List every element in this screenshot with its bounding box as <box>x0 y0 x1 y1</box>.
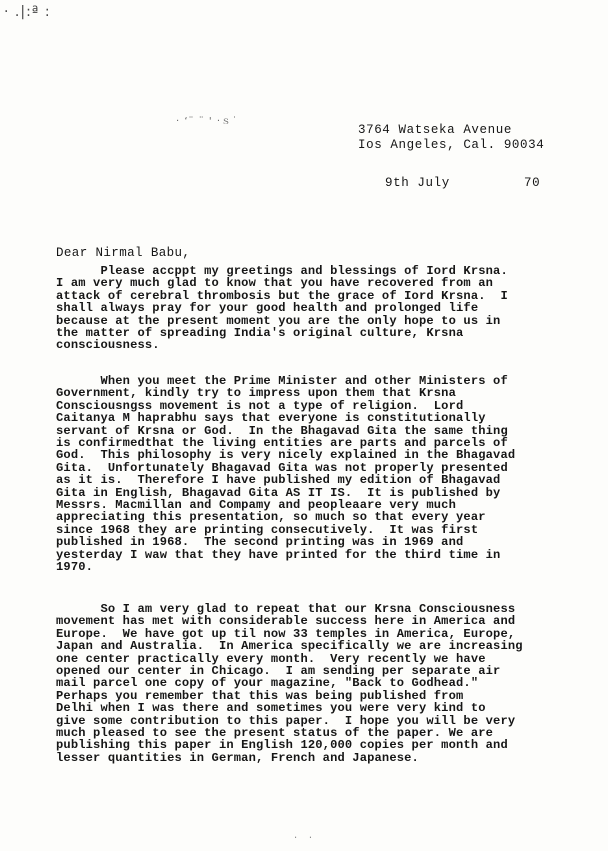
text-line: So I am very glad to repeat that our Krsna Consciousness <box>56 602 516 616</box>
text-line: mail parcel one copy of your magazine, "Back to Godhead." <box>56 676 479 691</box>
text-line: Government, kindly try to impress upon them that Krsna <box>56 386 457 401</box>
text-line: God. This philosophy is very nicely explained in the Bhagavad <box>56 448 516 463</box>
text-line: since 1968 they are printing consecutively. It was first <box>56 522 479 537</box>
faint-stamp: · ‘¨ ¨ ' ·ｓ˙ <box>176 116 238 127</box>
text-line: yesterday I waw that they have printed for the third time in <box>56 547 501 562</box>
paragraph-greetings <box>56 265 508 352</box>
paragraph-success <box>56 603 523 764</box>
text-line: the matter of spreading India's original culture, Krsna <box>56 326 464 341</box>
text-line: Delhi when I was there and sometimes you were very kind to <box>56 701 486 716</box>
scan-marks: · · <box>292 833 316 843</box>
text-line: Gita in English, Bhagavad Gita AS IT IS. It is published by <box>56 485 501 500</box>
text-line: appreciating this presentation, so much so that every year <box>56 510 486 525</box>
text-line: attack of cerebral thrombosis but the grace of Iord Krsna. I <box>56 288 508 303</box>
text-line: servant of Krsna or God. In the Bhagavad Gita the same thing <box>56 423 508 438</box>
text-line: Europe. We have got up til now 33 temples in America, Europe, <box>56 626 516 641</box>
text-line: opened our center in Chicago. I am sending per separate air <box>56 664 501 679</box>
text-line: consciousness. <box>56 338 160 353</box>
text-line: much pleased to see the present status of the paper. We are <box>56 726 494 741</box>
sender-address <box>358 123 544 153</box>
address-line-2: Ios Angeles, Cal. 90034 <box>358 138 545 152</box>
text-line: publishing this paper in English 120,000 copies per month and <box>56 738 508 753</box>
text-line: as it is. Therefore I have published my edition of Bhagavad <box>56 473 501 488</box>
text-line: one center practically every month. Very recently we have <box>56 651 486 666</box>
text-line: movement has met with considerable success here in America and <box>56 614 516 629</box>
text-line: shall always pray for your good health and prolonged life <box>56 301 479 316</box>
text-line: Caitanya M haprabhu says that everyone is constitutionally <box>56 411 486 426</box>
text-line: Perhaps you remember that this was being published from <box>56 688 464 703</box>
text-line: When you meet the Prime Minister and other Ministers of <box>56 374 508 388</box>
letter-date: 9th July <box>385 176 450 190</box>
address-line-1: 3764 Watseka Avenue <box>358 123 512 137</box>
text-line: because at the present moment you are the only hope to us in <box>56 313 501 328</box>
text-line: Consciousngss movement is not a type of religion. Lord <box>56 398 464 413</box>
paragraph-prime-minister <box>56 375 515 574</box>
text-line: Please accppt my greetings and blessings of Iord Krsna. <box>56 264 508 278</box>
text-line: is confirmedthat the living entities are parts and parcels of <box>56 436 508 451</box>
text-line: Messrs. Macmillan and Compamy and peopleaare very much <box>56 498 457 513</box>
text-line: I am very much glad to know that you have recovered from an <box>56 276 494 291</box>
salutation: Dear Nirmal Babu, <box>56 246 191 260</box>
text-line: Japan and Australia. In America specifically we are increasing <box>56 639 523 654</box>
text-line: give some contribution to this paper. I hope you will be very <box>56 713 516 728</box>
corner-stamp: · .|:ª : <box>4 4 51 20</box>
letter-year: 70 <box>524 176 541 190</box>
text-line: 1970. <box>56 560 94 575</box>
text-line: Gita. Unfortunately Bhagavad Gita was not properly presented <box>56 460 508 475</box>
text-line: published in 1968. The second printing was in 1969 and <box>56 535 464 550</box>
text-line: lesser quantities in German, French and Japanese. <box>56 750 419 765</box>
